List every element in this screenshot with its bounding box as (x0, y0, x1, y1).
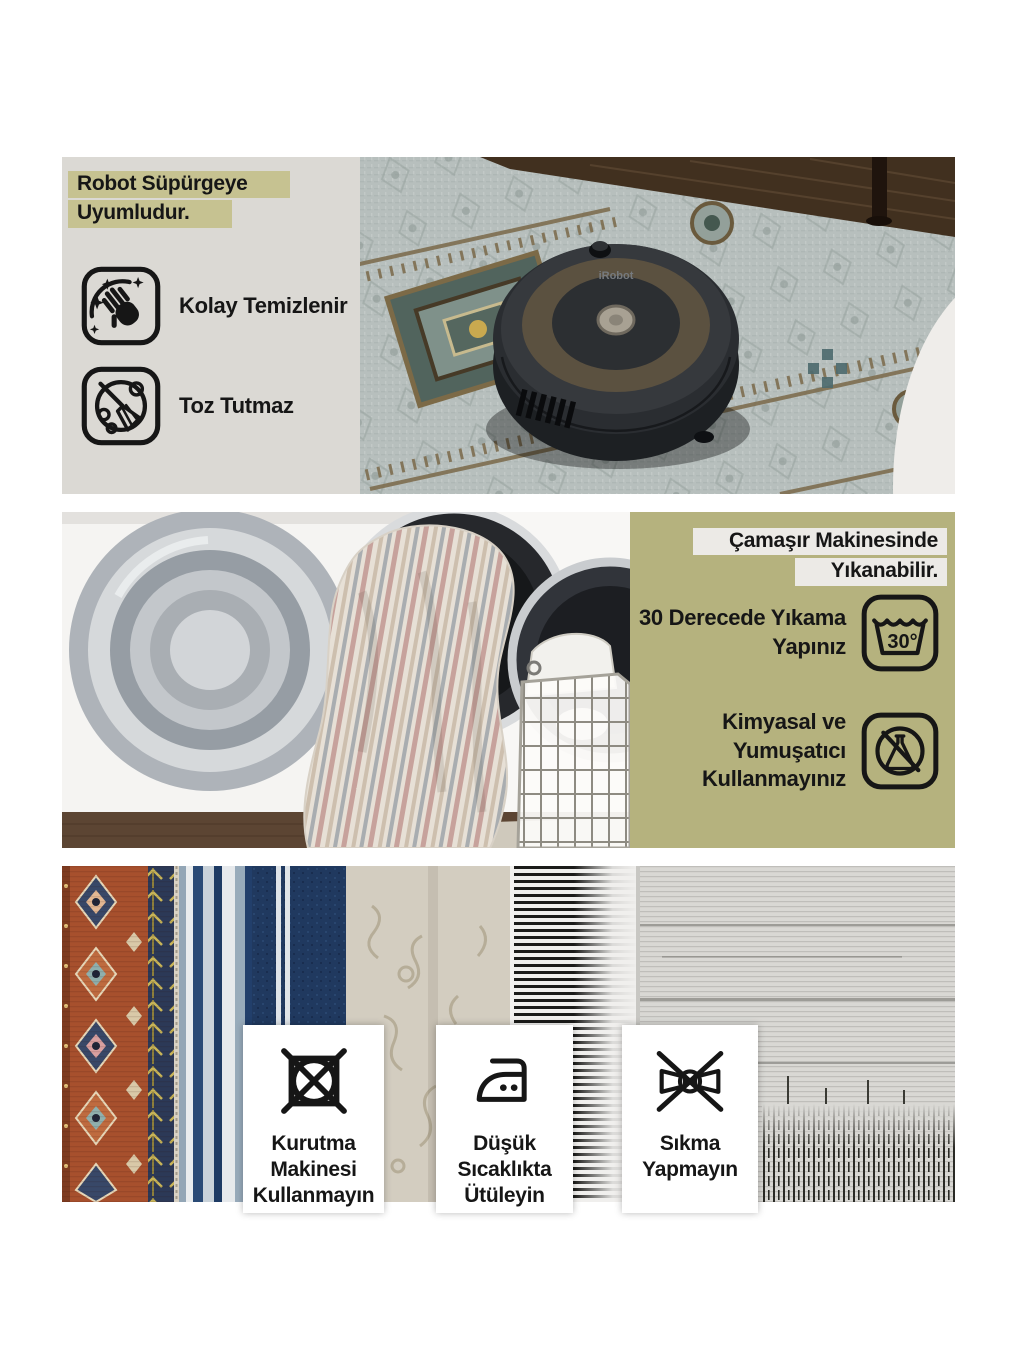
wash-temperature-label: 30° (887, 631, 918, 653)
robot-vacuum-section (62, 157, 955, 494)
machine-wash-section (62, 512, 955, 848)
wash-info-panel (630, 512, 955, 848)
roomba-logo-text: iRobot (598, 270, 634, 282)
robot-heading (68, 171, 290, 230)
iron-low-heat-card (436, 1025, 573, 1213)
card-label: Düşük Sıcaklıkta Ütüleyin (457, 1132, 552, 1208)
heading-line: Yıkanabilir. (795, 558, 947, 585)
robot-info-panel (62, 157, 360, 494)
no-dust-feature (80, 363, 294, 449)
heading-line: Çamaşır Makinesinde (693, 528, 947, 555)
robot-vacuum-on-rug-photo (360, 157, 955, 494)
iron-low-heat-icon (460, 1041, 550, 1121)
washing-machine-rug-photo (62, 512, 630, 848)
open-washer-door (69, 512, 351, 791)
heading-line: Robot Süpürgeye (68, 171, 290, 198)
feature-label: Toz Tutmaz (179, 393, 294, 418)
card-label: Kurutma Makinesi Kullanmayın (252, 1132, 375, 1208)
wash-30-degrees-icon (860, 590, 940, 676)
feature-label: Kolay Temizlenir (179, 293, 348, 318)
feature-label: Kimyasal ve Yumuşatıcı Kullanmayınız (701, 709, 846, 792)
do-not-tumble-dry-card (243, 1025, 384, 1213)
kilim-rug-strip (62, 866, 179, 1202)
table-leg (872, 157, 887, 219)
no-chemical-feature (702, 708, 940, 794)
feature-label: 30 Derecede Yıkama Yapınız (638, 605, 846, 659)
do-not-tumble-dry-icon (270, 1041, 358, 1121)
wash-30-feature (639, 590, 940, 676)
no-dust-broom-icon (80, 363, 162, 449)
wash-heading (693, 528, 947, 589)
heading-line: Uyumludur. (68, 200, 232, 227)
card-label: Sıkma Yapmayın (642, 1132, 738, 1182)
easy-clean-feature (80, 263, 347, 349)
hand-sparkle-clean-icon (80, 263, 162, 349)
do-not-wring-icon (642, 1041, 738, 1121)
do-not-wring-card (622, 1025, 758, 1213)
laundry-basket (512, 634, 630, 848)
no-chemical-flask-icon (860, 708, 940, 794)
care-symbols-section (62, 866, 955, 1208)
